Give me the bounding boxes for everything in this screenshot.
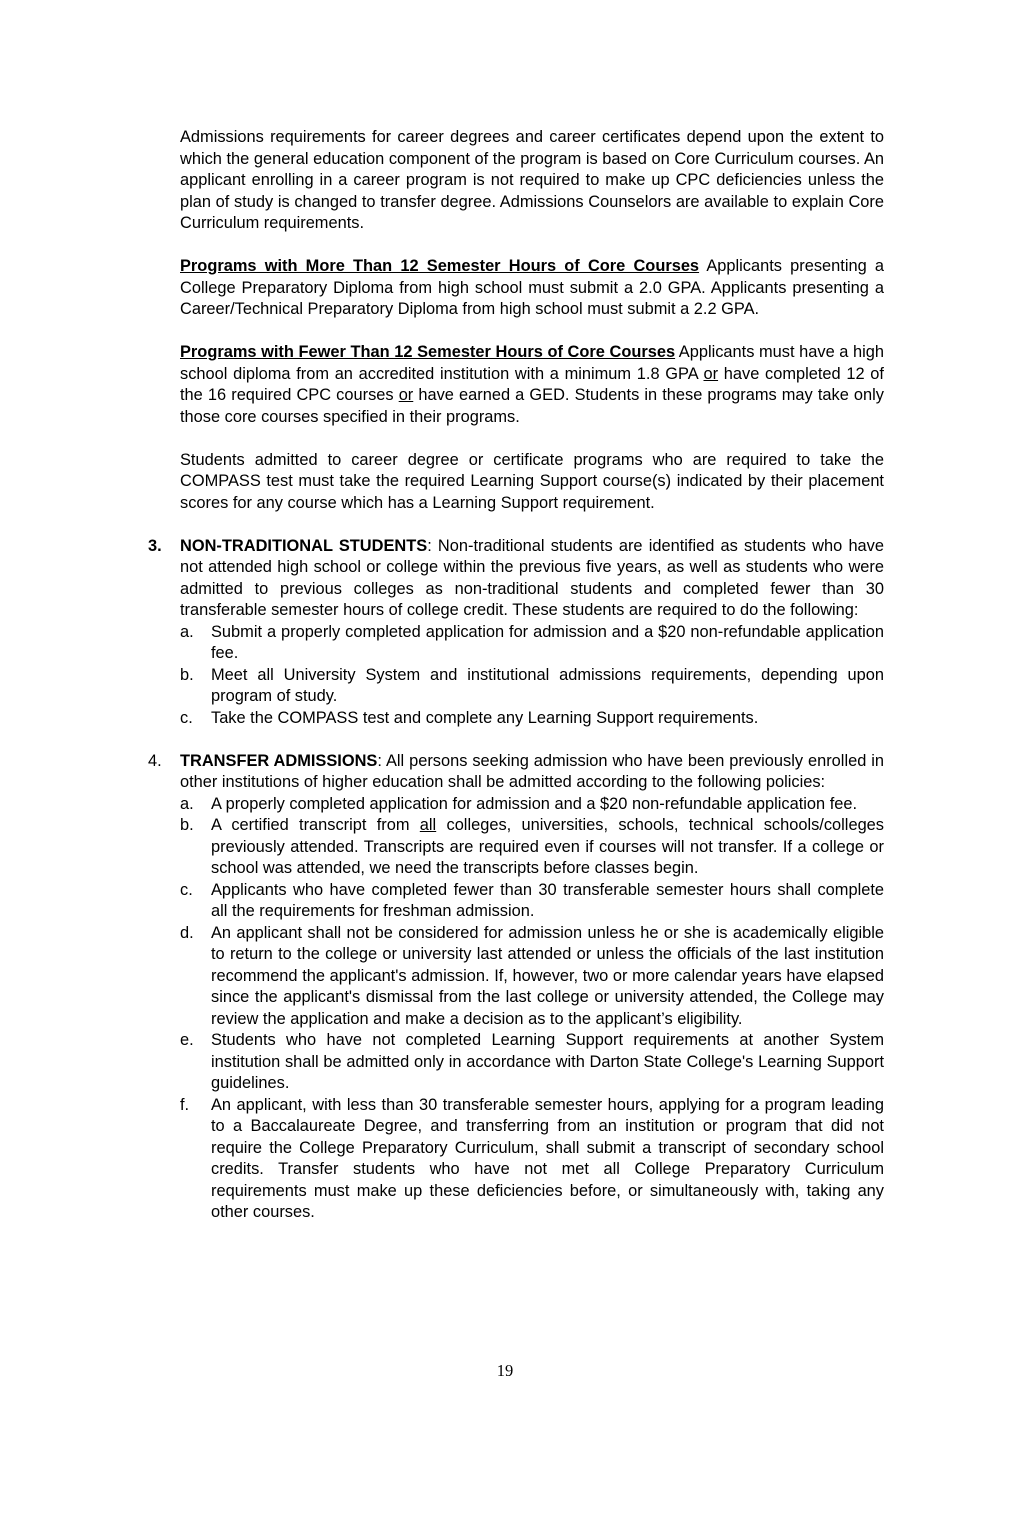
page-number: 19: [496, 1361, 514, 1380]
list-item: [180, 1095, 884, 1224]
item-text: Submit a properly completed application for admission and a $20 non-refundable application fee.: [211, 622, 884, 662]
all-emphasis: all: [419, 816, 437, 834]
item-text: A properly completed application for admission and a $20 non-refundable application fee.: [211, 794, 858, 813]
document-page: [148, 127, 884, 1224]
fewer-core-text-2: have completed 12 of the 16 required CPC courses: [180, 364, 884, 404]
section-intro: [180, 536, 884, 622]
section-transfer-admissions: [148, 751, 884, 1224]
section-number: 3.: [148, 536, 162, 555]
list-item: [180, 815, 884, 880]
item-letter: b.: [180, 665, 194, 684]
section-non-traditional: [148, 536, 884, 730]
item-text: Students who have not completed Learning Support requirements at another System institution shall be admitted only in accordance with Darton State College's Learning Support guidelines.: [211, 1031, 884, 1092]
item-text: An applicant, with less than 30 transferable semester hours, applying for a program leading to a Baccalaureate Degree, and transferring from an institution or program that did not require the College Preparatory Curriculum, shall submit a transcript of secondary school credits. Transfer students who have not met all College Preparatory Curriculum requirements must make up these deficiencies before, or simultaneously with, taking any other courses.: [211, 1095, 884, 1221]
list-item: [180, 794, 884, 816]
more-core-paragraph: [180, 256, 884, 321]
item-text-post: colleges, universities, schools, technical schools/colleges previously attended. Transcripts are required even if courses will not transfer. If a college or school was attended, we need the transcripts before classes begin.: [211, 816, 884, 877]
more-core-heading: Programs with More Than 12 Semester Hours of Core Courses: [180, 257, 700, 275]
list-item: [180, 622, 884, 665]
list-item: [180, 923, 884, 1031]
fewer-core-text-3: have earned a GED. Students in these programs may take only those core courses specified in their programs.: [180, 386, 884, 426]
item-letter: c.: [180, 708, 193, 727]
section-text: : Non-traditional students are identified as students who have not attended high school or college within the previous five years, as well as students who were admitted to previous colleges as non-traditional students and completed fewer than 30 transferable semester hours of college credit. These students are required to do the following:: [180, 536, 884, 619]
fewer-core-text-1: Applicants must have a high school diploma from an accredited institution with a minimum 1.8 GPA: [180, 343, 884, 383]
fewer-core-heading: Programs with Fewer Than 12 Semester Hours of Core Courses: [180, 343, 676, 361]
item-text-pre: A certified transcript from: [211, 816, 420, 834]
item-letter: d.: [180, 923, 194, 942]
item-text: Take the COMPASS test and complete any Learning Support requirements.: [211, 708, 759, 727]
list-item: [180, 1030, 884, 1095]
section-text: : All persons seeking admission who have been previously enrolled in other institutions of higher education shall be admitted according to the following policies:: [180, 751, 884, 791]
compass-paragraph: Students admitted to career degree or certificate programs who are required to take the COMPASS test must take the required Learning Support course(s) indicated by their placement scores for any course which has a Learning Support requirement.: [180, 450, 884, 512]
more-core-text: Applicants presenting a College Preparatory Diploma from high school must submit a 2.0 GPA. Applicants presenting a Career/Technical Preparatory Diploma from high school must submit a 2.2 GPA.: [180, 257, 884, 318]
fewer-core-paragraph: [180, 342, 884, 428]
list-item: [180, 880, 884, 923]
section-heading: NON-TRADITIONAL STUDENTS: [180, 536, 428, 555]
item-text: Meet all University System and institutional admissions requirements, depending upon program of study.: [211, 665, 884, 705]
item-letter: a.: [180, 622, 194, 641]
item-letter: e.: [180, 1031, 194, 1049]
section-number: 4.: [148, 751, 162, 770]
list-item: [180, 665, 884, 708]
item-letter: b.: [180, 816, 194, 834]
or-emphasis-1: or: [703, 364, 719, 383]
item-letter: f.: [180, 1095, 190, 1114]
item-text: Applicants who have completed fewer than 30 transferable semester hours shall complete all the requirements for freshman admission.: [211, 880, 884, 920]
item-text: An applicant shall not be considered for admission unless he or she is academically eligible to return to the college or university last attended or unless the officials of the last institution recommend the applicant's admission. If, however, two or more calendar years have elapsed since the applicant's dismissal from the last college or university attended, the College may review the application and make a decision as to the applicant’s eligibility.: [211, 923, 884, 1028]
policies-list: [180, 794, 884, 1224]
requirements-list: [180, 622, 884, 730]
intro-paragraph: Admissions requirements for career degrees and career certificates depend upon the extent to which the general education component of the program is based on Core Curriculum courses. An applicant enrolling in a career program is not required to make up CPC deficiencies unless the plan of study is changed to transfer degree. Admissions Counselors are available to explain Core Curriculum requirements.: [180, 128, 884, 232]
list-item: [180, 708, 884, 730]
or-emphasis-2: or: [398, 386, 414, 404]
item-letter: c.: [180, 880, 193, 899]
section-intro: [180, 751, 884, 794]
item-letter: a.: [180, 794, 194, 813]
section-heading: TRANSFER ADMISSIONS: [180, 751, 378, 770]
